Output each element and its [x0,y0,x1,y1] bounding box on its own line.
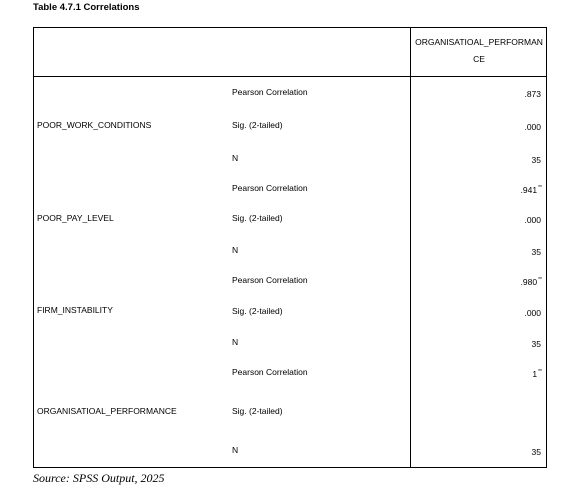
stat-value: 1** [532,369,542,379]
stat-label: Sig. (2-tailed) [232,213,283,223]
row-variable: POOR_PAY_LEVEL [37,213,114,223]
stat-value: .980** [520,277,542,287]
stat-label: N [232,153,239,163]
correlations-table [33,27,547,468]
stat-value: 35 [531,447,541,457]
stat-value: .000 [524,215,541,225]
stat-label: Pearson Correlation [232,183,308,193]
stat-value [541,405,542,419]
row-variable: POOR_WORK_CONDITIONS [37,120,152,130]
source-note: Source: SPSS Output, 2025 [33,471,165,485]
column-header: ORGANISATIOAL_PERFORMANCE [415,37,543,64]
table-title: Table 4.7.1 Correlations [33,2,140,13]
stat-value: .000 [524,308,541,318]
stat-value: .941** [520,185,542,195]
stat-label: N [232,445,239,455]
stat-label: N [232,245,239,255]
stat-label: N [232,337,239,347]
stat-label: Pearson Correlation [232,87,308,97]
header-divider [34,76,546,77]
stat-value: .000 [524,122,541,132]
stat-value: 35 [531,247,541,257]
stat-label: Pearson Correlation [232,275,308,285]
stat-label: Sig. (2-tailed) [232,306,283,316]
stat-label: Sig. (2-tailed) [232,120,283,130]
stat-label: Pearson Correlation [232,367,308,377]
stat-value: 35 [531,155,541,165]
stat-value: .873 [524,89,541,99]
row-variable: ORGANISATIOAL_PERFORMANCE [37,406,177,416]
stat-label: Sig. (2-tailed) [232,406,283,416]
column-divider [410,28,411,467]
row-variable: FIRM_INSTABILITY [37,305,113,315]
stat-value: 35 [531,339,541,349]
